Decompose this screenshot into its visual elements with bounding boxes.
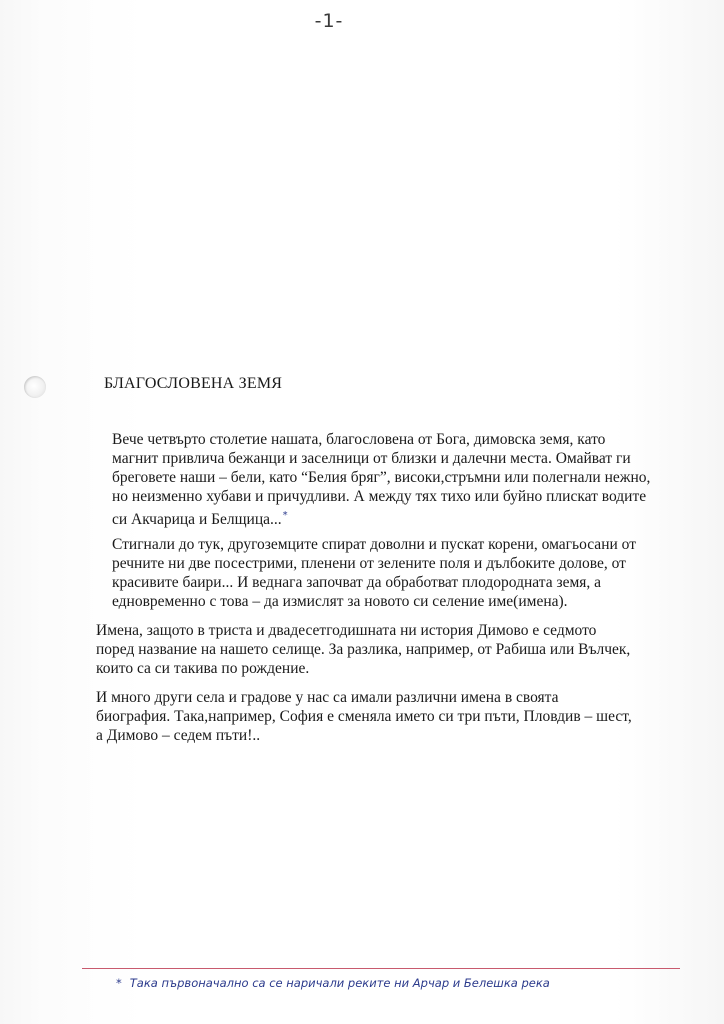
paragraph-3: Имена, защото в триста и двадесетгодишната ни история Димово е седмото поред название на нашето селище. За разлика, например, от Рабиша или Вълчек, които са си такива по рождение.	[96, 622, 631, 677]
document-title: БЛАГОСЛОВЕНА ЗЕМЯ	[104, 375, 283, 392]
page-number: -1-	[314, 10, 344, 32]
paragraph-4: И много други села и градове у нас са имали различни имена в своята биография. Така,например, София е сменяла името си три пъти, Пловдив – шест, а Димово – седем пъти!..	[96, 689, 632, 744]
footnote-marker: *	[116, 976, 122, 990]
paragraph-2: Стигнали до тук, другоземците спират доволни и пускат корени, омагьосани от речните ни две посестрими, пленени от зелените поля и дълбоките долове, от красивите баири... И веднага започват да обработват плодородната земя, а едновременно с това – да измислят за новото си селение име(имена).	[112, 536, 636, 610]
footnote-text: Така първоначално са се наричали реките ни Арчар и Белешка река	[129, 976, 550, 990]
handwritten-footnote	[116, 976, 676, 990]
paragraph-1-text: Вече четвърто столетие нашата, благословена от Бога, димовска земя, като магнит привлича бежанци и заселници от близки и далечни места. Омайват ги бреговете наши – бели, като “Белия бряг”, високи,стръмни или полегнали нежно, но неизменно хубави и причудливи. А между тях тихо или буйно плискат водите си Акчарица и Белщица...	[112, 431, 651, 529]
paragraph-1	[96, 430, 652, 529]
footnote-reference-mark: *	[282, 510, 288, 521]
punch-hole	[24, 376, 46, 398]
footnote-rule	[82, 968, 680, 969]
